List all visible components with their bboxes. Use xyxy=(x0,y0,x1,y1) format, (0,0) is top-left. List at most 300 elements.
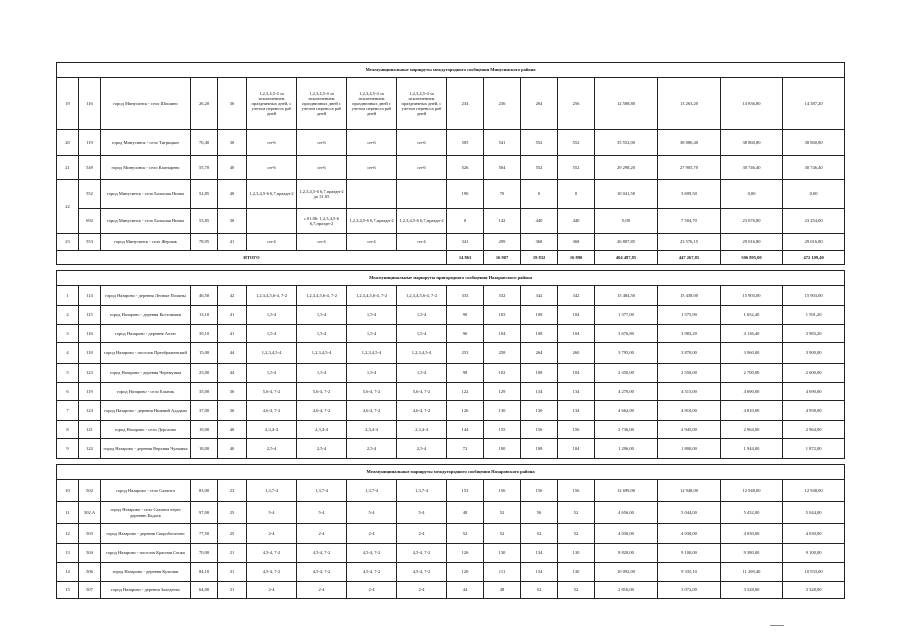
cell-c3: 52 xyxy=(521,582,558,599)
cell-code: 119 xyxy=(79,130,101,156)
cell-n: 20 xyxy=(57,130,79,156)
cell-c2: 52 xyxy=(484,524,521,544)
cell-s1: 1,2,3,4,5-6 6,7,праздн-2 xyxy=(247,180,297,209)
cell-c3: 108 xyxy=(521,364,558,383)
cell-code: 692 xyxy=(79,209,101,234)
cell-km: 70,40 xyxy=(191,130,218,156)
cell-code: 504 xyxy=(79,544,101,563)
cell-c4: 256 xyxy=(558,78,595,130)
cell-s3: 2,5-4 xyxy=(347,439,397,459)
cell-km: 70,00 xyxy=(191,544,218,563)
cell-s1: 1,5-4 xyxy=(247,364,297,383)
cell-c3: 56 xyxy=(521,502,558,524)
cell-v3: 23 676,80 xyxy=(721,209,783,234)
cell-v1: 1 296,00 xyxy=(595,439,658,459)
cell-v3: 29 016,80 xyxy=(721,234,783,251)
cell-v3: 1 944,00 xyxy=(721,439,783,459)
cell-s2: 4,5-4, 7-2 xyxy=(297,544,347,563)
cell-v2: 4 810,00 xyxy=(658,401,721,421)
cell-s1 xyxy=(247,209,297,234)
cell-v2: 23 576,15 xyxy=(658,234,721,251)
cell-n: 23 xyxy=(57,234,79,251)
cell-c4: 104 xyxy=(558,439,595,459)
cell-c2: 130 xyxy=(484,544,521,563)
cell-km: 55,70 xyxy=(191,156,218,180)
cell-s1: сн-6 xyxy=(247,130,297,156)
cell-code: 552 xyxy=(79,180,101,209)
cell-s4: 1,3,7-4 xyxy=(397,480,447,502)
cell-c4: 342 xyxy=(558,286,595,306)
cell-t: 25 xyxy=(218,524,247,544)
cell-v4: 12 948,00 xyxy=(783,480,845,502)
cell-code: 114 xyxy=(79,286,101,306)
cell-t: 40 xyxy=(218,156,247,180)
cell-c3: 264 xyxy=(521,343,558,364)
cell-code: 118 xyxy=(79,343,101,364)
cell-s2: 2,3,4-4 xyxy=(297,421,347,439)
cell-s2: 1,2,3,4,5-6 6,7,праздн-2 до 31.05 xyxy=(297,180,347,209)
cell-c3: 156 xyxy=(521,421,558,439)
cell-code: 115 xyxy=(79,306,101,325)
cell-name: город Назарово - деревня Лесные Поляны xyxy=(101,286,191,306)
cell-v1: 26 887,85 xyxy=(595,234,658,251)
cell-s4: 4,5-4, 7-2 xyxy=(397,544,447,563)
cell-code: 116 xyxy=(79,325,101,343)
cell-c2: 504 xyxy=(484,156,521,180)
cell-c1: 72 xyxy=(447,439,484,459)
cell-s3: 1,5-4 xyxy=(347,306,397,325)
cell-s3 xyxy=(347,180,397,209)
document-sheet xyxy=(56,62,844,599)
total-v3: 506 895,00 xyxy=(721,251,783,265)
cell-s2: 1,3,7-4 xyxy=(297,480,347,502)
total-c2: 16 907 xyxy=(484,251,521,265)
cell-km: 52,85 xyxy=(191,180,218,209)
cell-v4: 10 933,00 xyxy=(783,563,845,582)
cell-v1: 12 588,80 xyxy=(595,78,658,130)
cell-t: 30 xyxy=(218,130,247,156)
cell-s4: сн-6 xyxy=(397,130,447,156)
cell-s3: 1,2,3,4,5,6-4, 7-2 xyxy=(347,286,397,306)
cell-s3: 4,5-4, 7-2 xyxy=(347,544,397,563)
cell-c1: 52 xyxy=(447,524,484,544)
cell-km: 39,10 xyxy=(191,325,218,343)
cell-n: 10 xyxy=(57,480,79,502)
cell-code: 503 xyxy=(79,524,101,544)
cell-v1: 4 656,00 xyxy=(595,502,658,524)
cell-c3: 108 xyxy=(521,439,558,459)
cell-code: 122 xyxy=(79,439,101,459)
cell-s1: 5,6-4, 7-2 xyxy=(247,383,297,401)
section-title: Межмуниципальные маршруты пригородного сообщения Назаровского района xyxy=(57,271,845,286)
cell-t: 31 xyxy=(218,563,247,582)
total-v2: 447 267,85 xyxy=(658,251,721,265)
cell-name: город Назарово - деревня Скоробогатово xyxy=(101,524,191,544)
cell-v4: 2 964,00 xyxy=(783,421,845,439)
cell-c2: 111 xyxy=(484,563,521,582)
cell-v3: 4 810,00 xyxy=(721,401,783,421)
section-header-row xyxy=(57,271,845,286)
total-label: ИТОГО xyxy=(57,251,447,265)
cell-s3: 5-4 xyxy=(347,502,397,524)
cell-v2: 3 983,20 xyxy=(658,325,721,343)
cell-name: город Назарово - деревня Ахтат xyxy=(101,325,191,343)
cell-s2: 2-4 xyxy=(297,524,347,544)
cell-name: город Минусинск - село Большая Ничка xyxy=(101,209,191,234)
total-v4: 472 109,40 xyxy=(783,251,845,265)
cell-v2: 13 263,20 xyxy=(658,78,721,130)
cell-s2: 4,5-4, 7-2 xyxy=(297,563,347,582)
cell-v1: 4 030,00 xyxy=(595,524,658,544)
cell-c3: 134 xyxy=(521,544,558,563)
cell-v2: 7 504,70 xyxy=(658,209,721,234)
cell-v4: 23 254,00 xyxy=(783,209,845,234)
route-row xyxy=(57,306,845,325)
cell-t: 44 xyxy=(218,364,247,383)
cell-v3: 15 903,00 xyxy=(721,286,783,306)
cell-n: 6 xyxy=(57,383,79,401)
cell-c3: 134 xyxy=(521,383,558,401)
cell-n: 8 xyxy=(57,421,79,439)
cell-s1: 2,5-4 xyxy=(247,439,297,459)
route-row xyxy=(57,78,845,130)
cell-c2: 142 xyxy=(484,209,521,234)
cell-c1: 126 xyxy=(447,544,484,563)
cell-c1: 526 xyxy=(447,156,484,180)
cell-c4: 52 xyxy=(558,524,595,544)
cell-c3: 368 xyxy=(521,234,558,251)
cell-c1: 96 xyxy=(447,325,484,343)
cell-c4: 368 xyxy=(558,234,595,251)
cell-c1: 144 xyxy=(447,421,484,439)
route-row xyxy=(57,563,845,582)
cell-s4: 5,6-4, 7-2 xyxy=(397,383,447,401)
cell-v4: 5 044,00 xyxy=(783,502,845,524)
cell-c4: 104 xyxy=(558,325,595,343)
cell-t: 30 xyxy=(218,209,247,234)
cell-t: 40 xyxy=(218,439,247,459)
cell-v1: 2 450,00 xyxy=(595,364,658,383)
cell-code: 502 А xyxy=(79,502,101,524)
cell-s1: 4,6-4, 7-2 xyxy=(247,401,297,421)
cell-v4: 9 100,00 xyxy=(783,544,845,563)
cell-c3: 0 xyxy=(521,180,558,209)
cell-s2: сн-6 xyxy=(297,156,347,180)
cell-s2: 2,5-4 xyxy=(297,439,347,459)
cell-v4: 15 903,00 xyxy=(783,286,845,306)
cell-v3: 1 652,40 xyxy=(721,306,783,325)
cell-c4: 134 xyxy=(558,383,595,401)
cell-s2: 1,5-4 xyxy=(297,306,347,325)
cell-name: город Назарово - деревня Кулички xyxy=(101,563,191,582)
route-row xyxy=(57,156,845,180)
cell-name: город Назарово - деревня Заледеево xyxy=(101,582,191,599)
cell-v2: 4 515,00 xyxy=(658,383,721,401)
cell-c1: 120 xyxy=(447,563,484,582)
cell-v4: 0,00 xyxy=(783,180,845,209)
cell-s2: с 01.06: 1,2,3,4,5-6 6,7,праздн-2 xyxy=(297,209,347,234)
cell-v3: 2 700,00 xyxy=(721,364,783,383)
cell-km: 46,50 xyxy=(191,286,218,306)
cell-v4: 14 387,20 xyxy=(783,78,845,130)
cell-c3: 130 xyxy=(521,401,558,421)
cell-s4: 2-4 xyxy=(397,582,447,599)
route-row xyxy=(57,421,845,439)
cell-c4: 104 xyxy=(558,306,595,325)
cell-c4: 156 xyxy=(558,480,595,502)
cell-v1: 10 041,50 xyxy=(595,180,658,209)
cell-v3: 3 960,00 xyxy=(721,343,783,364)
cell-s2: 1,2,3,4,5-4 за исключением праздничных дней с учетом переноса раб дней xyxy=(297,78,347,130)
cell-n: 1 xyxy=(57,286,79,306)
cell-v3: 0,00 xyxy=(721,180,783,209)
cell-v2: 38 086,40 xyxy=(658,130,721,156)
cell-s4: 4,5-4, 7-2 xyxy=(397,563,447,582)
cell-c4: 130 xyxy=(558,563,595,582)
cell-km: 53,85 xyxy=(191,209,218,234)
cell-t: 41 xyxy=(218,234,247,251)
cell-s3: 1,2,3,4,5-4 xyxy=(347,343,397,364)
cell-t: 36 xyxy=(218,383,247,401)
cell-s4: 4,6-4, 7-2 xyxy=(397,401,447,421)
cell-c3: 440 xyxy=(521,209,558,234)
cell-c2: 104 xyxy=(484,325,521,343)
cell-c3: 156 xyxy=(521,480,558,502)
cell-v1: 2 736,00 xyxy=(595,421,658,439)
cell-v3: 2 964,00 xyxy=(721,421,783,439)
route-row xyxy=(57,364,845,383)
cell-v1: 4 270,00 xyxy=(595,383,658,401)
cell-s1: 2,3,4-4 xyxy=(247,421,297,439)
cell-v2: 2 945,00 xyxy=(658,421,721,439)
cell-s2: 5,6-4, 7-2 xyxy=(297,383,347,401)
cell-s3: 5,6-4, 7-2 xyxy=(347,383,397,401)
cell-v4: 29 016,80 xyxy=(783,234,845,251)
route-row xyxy=(57,383,845,401)
route-row xyxy=(57,209,845,234)
cell-s2: 5-4 xyxy=(297,502,347,524)
cell-t: 36 xyxy=(218,78,247,130)
route-row xyxy=(57,401,845,421)
cell-c3: 52 xyxy=(521,524,558,544)
cell-c3: 134 xyxy=(521,563,558,582)
cell-v4: 3 983,20 xyxy=(783,325,845,343)
cell-s1: 4,5-4, 7-2 xyxy=(247,563,297,582)
cell-s3: сн-6 xyxy=(347,130,397,156)
cell-t: 42 xyxy=(218,286,247,306)
cell-c1: 333 xyxy=(447,286,484,306)
cell-name: город Минусинск - село Тигрицкое xyxy=(101,130,191,156)
cell-v2: 2 550,00 xyxy=(658,364,721,383)
cell-name: город Назарово - село Дорохово xyxy=(101,421,191,439)
cell-s4 xyxy=(397,180,447,209)
cell-n: 4 xyxy=(57,343,79,364)
cell-c4: 52 xyxy=(558,582,595,599)
cell-s4: 1,2,3,4,5,6-4, 7-2 xyxy=(397,286,447,306)
cell-c1: 122 xyxy=(447,383,484,401)
cell-s3: сн-4 xyxy=(347,234,397,251)
cell-c1: 98 xyxy=(447,364,484,383)
cell-n: 19 xyxy=(57,78,79,130)
cell-code: 121 xyxy=(79,421,101,439)
cell-s1: 1,2,3,4,5-4 за исключением праздничных дней, с учетом переноса раб дней xyxy=(247,78,297,130)
cell-t: 23 xyxy=(218,480,247,502)
cell-n: 11 xyxy=(57,502,79,524)
cell-v1: 10 092,00 xyxy=(595,563,658,582)
cell-s3: 2-4 xyxy=(347,524,397,544)
total-row xyxy=(57,251,845,265)
cell-code: 553 xyxy=(79,234,101,251)
route-row xyxy=(57,439,845,459)
cell-s4: 1,5-4 xyxy=(397,325,447,343)
cell-name: город Назарово - поселок Красная Сопка xyxy=(101,544,191,563)
cell-c2: 130 xyxy=(484,401,521,421)
cell-v2: 5 044,00 xyxy=(658,502,721,524)
cell-v3: 4 030,00 xyxy=(721,524,783,544)
cell-c2: 236 xyxy=(484,78,521,130)
cell-name: город Назарово - село Сахапта xyxy=(101,480,191,502)
cell-s4: 5-4 xyxy=(397,502,447,524)
cell-v2: 15 438,00 xyxy=(658,286,721,306)
cell-km: 78,95 xyxy=(191,234,218,251)
cell-c4: 156 xyxy=(558,421,595,439)
cell-code: 124 xyxy=(79,401,101,421)
cell-km: 19,00 xyxy=(191,421,218,439)
cell-s4: 1,5-4 xyxy=(397,364,447,383)
section-title: Межмуниципальные маршруты междугородного сообщения Назаровского района xyxy=(57,465,845,480)
cell-name: город Назарово - село Сахапта через деревню Кадаск xyxy=(101,502,191,524)
cell-km: 13,10 xyxy=(191,306,218,325)
cell-name: город Назарово - поселок Преображенский xyxy=(101,343,191,364)
cell-t: 36 xyxy=(218,401,247,421)
route-row xyxy=(57,544,845,563)
cell-v2: 9 100,00 xyxy=(658,544,721,563)
cell-s1: 1,2,3,4,5-4 xyxy=(247,343,297,364)
cell-c2: 70 xyxy=(484,180,521,209)
cell-c1: 0 xyxy=(447,209,484,234)
cell-v2: 1 800,00 xyxy=(658,439,721,459)
cell-v3: 5 432,00 xyxy=(721,502,783,524)
cell-c1: 126 xyxy=(447,401,484,421)
cell-v1: 35 552,00 xyxy=(595,130,658,156)
cell-s3: 1,5-4 xyxy=(347,364,397,383)
cell-s2: сн-6 xyxy=(297,130,347,156)
cell-s4: сн-6 xyxy=(397,156,447,180)
cell-km: 25,00 xyxy=(191,364,218,383)
cell-name: город Назарово - деревня Костомыки xyxy=(101,306,191,325)
cell-t: 40 xyxy=(218,180,247,209)
cell-c3: 342 xyxy=(521,286,558,306)
cell-v4: 3 900,00 xyxy=(783,343,845,364)
cell-v1: 2 816,00 xyxy=(595,582,658,599)
cell-n: 21 xyxy=(57,156,79,180)
cell-c1: 44 xyxy=(447,582,484,599)
total-c3: 19 832 xyxy=(521,251,558,265)
cell-v2: 3 699,50 xyxy=(658,180,721,209)
cell-c3: 264 xyxy=(521,78,558,130)
cell-s1: 5-4 xyxy=(247,502,297,524)
cell-t: 44 xyxy=(218,343,247,364)
cell-v1: 8 820,00 xyxy=(595,544,658,563)
cell-name: город Минусинск - село Каптырево xyxy=(101,156,191,180)
cell-v2: 3 870,00 xyxy=(658,343,721,364)
route-row xyxy=(57,130,845,156)
cell-c4: 260 xyxy=(558,343,595,364)
cell-c2: 156 xyxy=(484,480,521,502)
cell-t: 40 xyxy=(218,421,247,439)
cell-c3: 552 xyxy=(521,130,558,156)
cell-n: 12 xyxy=(57,524,79,544)
cell-n: 5 xyxy=(57,364,79,383)
cell-code: 123 xyxy=(79,364,101,383)
cell-code: 549 xyxy=(79,156,101,180)
cell-n: 3 xyxy=(57,325,79,343)
cell-c2: 48 xyxy=(484,582,521,599)
cell-v4: 2 600,00 xyxy=(783,364,845,383)
cell-s4: 2,5-4 xyxy=(397,439,447,459)
cell-v3: 11 269,40 xyxy=(721,563,783,582)
section-header-row xyxy=(57,63,845,78)
cell-s4: 1,2,3,4,5-4 xyxy=(397,343,447,364)
cell-c4: 104 xyxy=(558,364,595,383)
route-row xyxy=(57,325,845,343)
cell-s1: сн-6 xyxy=(247,156,297,180)
cell-c1: 505 xyxy=(447,130,484,156)
cell-v4: 3 328,00 xyxy=(783,582,845,599)
cell-v4: 38 860,80 xyxy=(783,130,845,156)
cell-c4: 552 xyxy=(558,130,595,156)
cell-c2: 332 xyxy=(484,286,521,306)
cell-s2: 2-4 xyxy=(297,582,347,599)
cell-s4: 2-4 xyxy=(397,524,447,544)
cell-v2: 12 948,00 xyxy=(658,480,721,502)
cell-c4: 552 xyxy=(558,156,595,180)
cell-v3: 12 948,00 xyxy=(721,480,783,502)
cell-v4: 4 958,00 xyxy=(783,401,845,421)
cell-s2: 4,6-4, 7-2 xyxy=(297,401,347,421)
cell-v2: 4 030,00 xyxy=(658,524,721,544)
cell-v3: 9 380,00 xyxy=(721,544,783,563)
cell-v2: 1 575,90 xyxy=(658,306,721,325)
cell-n: 9 xyxy=(57,439,79,459)
cell-s2: 1,5-4 xyxy=(297,364,347,383)
cell-v1: 0,00 xyxy=(595,209,658,234)
cell-km: 77,50 xyxy=(191,524,218,544)
cell-n: 14 xyxy=(57,563,79,582)
cell-v2: 9 335,10 xyxy=(658,563,721,582)
page-mark xyxy=(770,625,784,626)
cell-t: 41 xyxy=(218,325,247,343)
cell-v4: 1 872,00 xyxy=(783,439,845,459)
cell-s2: 1,2,3,4,5-4 xyxy=(297,343,347,364)
cell-c2: 541 xyxy=(484,130,521,156)
cell-n: 7 xyxy=(57,401,79,421)
cell-c2: 258 xyxy=(484,343,521,364)
cell-name: город Минусинск - село Шошино xyxy=(101,78,191,130)
cell-v1: 15 484,50 xyxy=(595,286,658,306)
cell-c4: 134 xyxy=(558,401,595,421)
cell-s3: 2,3,4-4 xyxy=(347,421,397,439)
cell-c2: 155 xyxy=(484,421,521,439)
cell-v4: 4 030,00 xyxy=(783,524,845,544)
cell-v1: 1 377,00 xyxy=(595,306,658,325)
cell-c3: 108 xyxy=(521,325,558,343)
cell-km: 64,00 xyxy=(191,582,218,599)
cell-c1: 153 xyxy=(447,480,484,502)
cell-s1: 1,5-4 xyxy=(247,325,297,343)
route-row xyxy=(57,480,845,502)
total-v1: 404 487,85 xyxy=(595,251,658,265)
